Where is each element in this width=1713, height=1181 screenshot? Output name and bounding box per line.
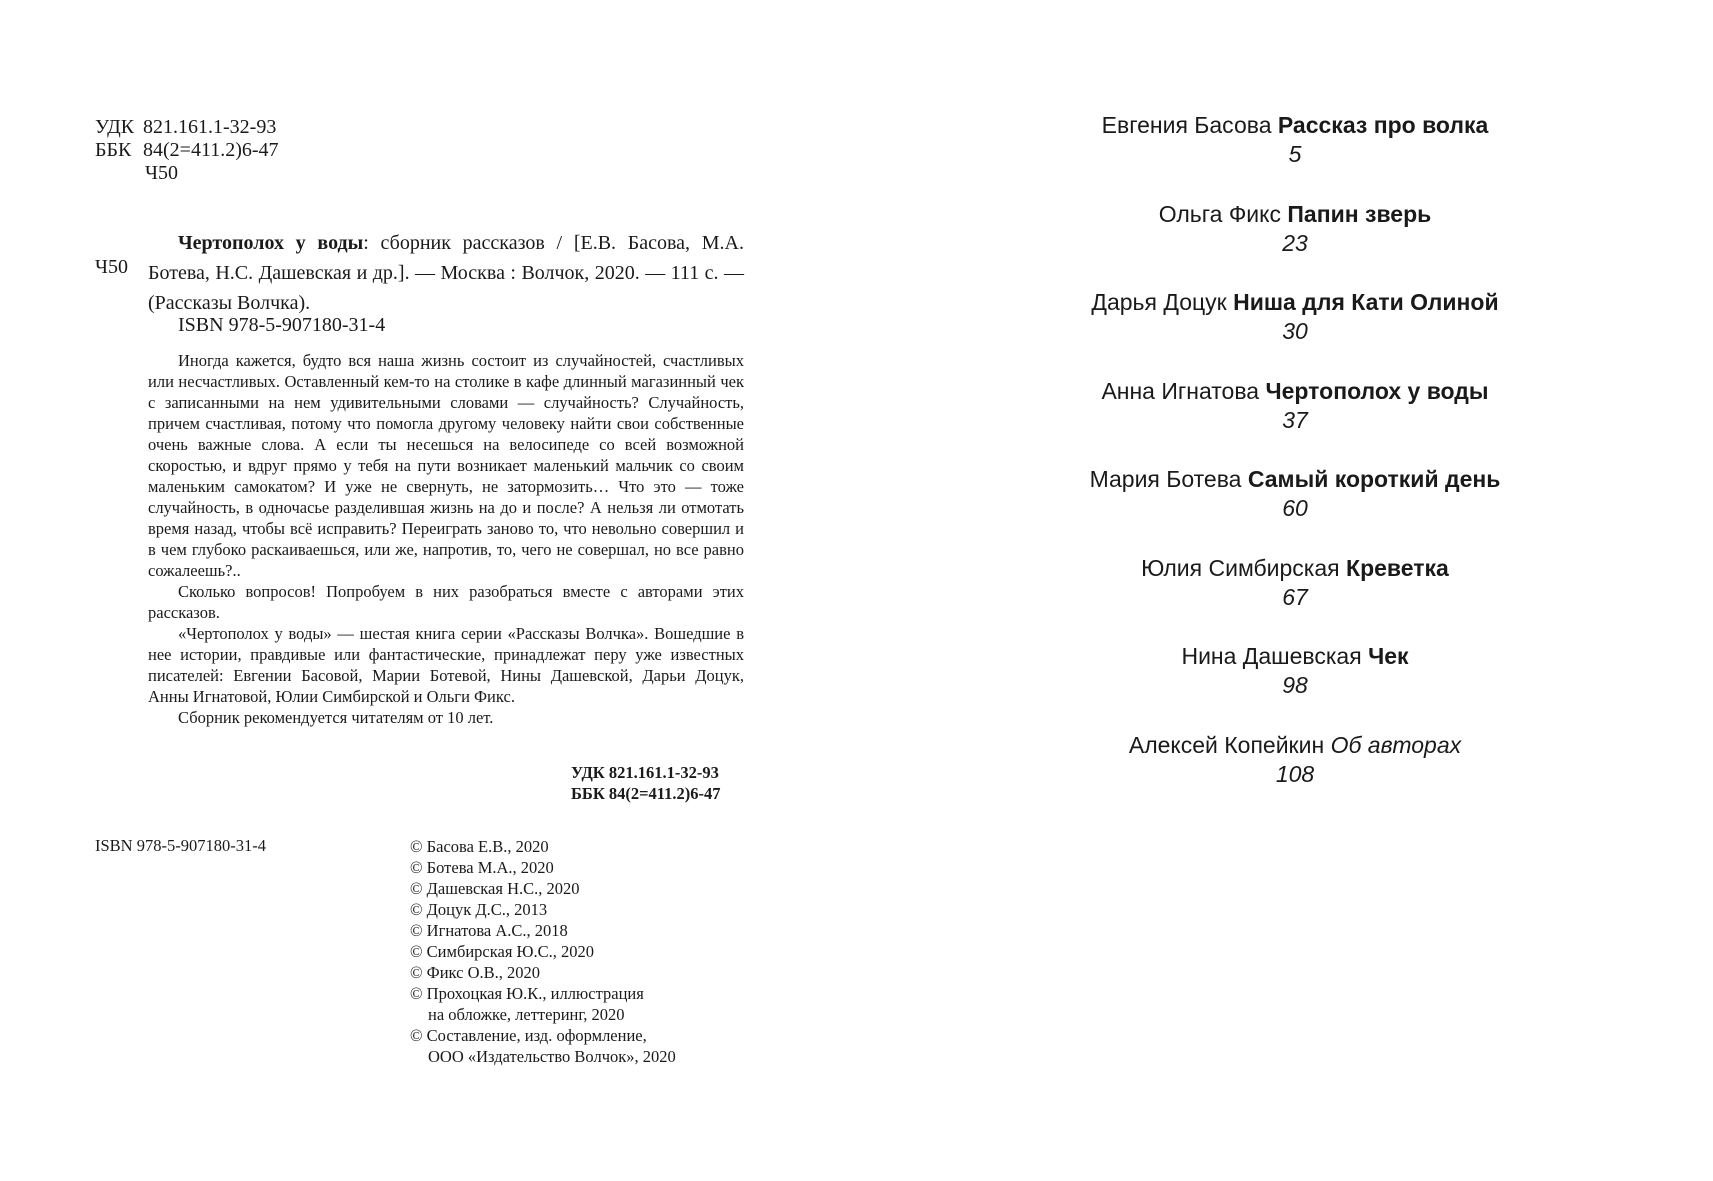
- toc-author: Юлия Симбирская: [1141, 554, 1340, 581]
- toc-page-number: 5: [1288, 141, 1302, 167]
- toc-title: Папин зверь: [1287, 200, 1432, 227]
- toc-title: Самый короткий день: [1247, 466, 1501, 492]
- copyright-list: [410, 836, 676, 1067]
- copyright-line: © Составление, изд. оформление,: [410, 1026, 647, 1045]
- toc-page-number: 23: [1282, 229, 1308, 256]
- udk-row: [95, 116, 279, 139]
- classification-codes-bold: [571, 762, 721, 804]
- copyright-line: © Симбирская Ю.С., 2020: [410, 942, 595, 961]
- toc-page-number: 108: [1275, 760, 1315, 787]
- copyright-line: © Прохоцкая Ю.К., иллюстрация: [410, 984, 644, 1003]
- toc-title: Чек: [1368, 643, 1409, 669]
- annotation-paragraph: Иногда кажется, будто вся наша жизнь состоит из случайностей, счастливых или несчастливых. Оставленный кем-то на столике в кафе длинный магазинный чек с записанными на нем удивительными словами — случайность? Случайность, причем счастливая, потому что помогла другому человеку найти свои собственные очень важные слова. А если ты несешься на велосипеде со всей возможной скоростью, и вдруг прямо у тебя на пути возникает маленький мальчик со своим маленьким самокатом? И уже не свернуть, не затормозить… Что это — тоже случайность, в одночасье разделившая жизнь на до и после? А нельзя ли отмотать время назад, чтобы всё исправить? Переиграть заново то, что невольно совершил и в чем глубоко раскаиваешься, или же, напротив, то, чего не совершал, но все равно сожалеешь?..: [148, 351, 744, 580]
- copyright-line: © Игнатова А.С., 2018: [410, 921, 568, 940]
- toc-author: Ольга Фикс: [1158, 200, 1281, 227]
- table-of-contents: [1040, 110, 1550, 818]
- udk-bold: УДК 821.161.1-32-93: [571, 763, 719, 782]
- toc-entry[interactable]: [1040, 110, 1550, 199]
- isbn-main: ISBN 978-5-907180-31-4: [178, 314, 386, 336]
- toc-entry[interactable]: [1040, 287, 1550, 376]
- udk-value: 821.161.1-32-93: [143, 116, 277, 138]
- toc-entry[interactable]: [1040, 641, 1550, 730]
- copyright-line: © Ботева М.А., 2020: [410, 858, 554, 877]
- toc-title: Чертополох у воды: [1265, 377, 1489, 404]
- toc-entry[interactable]: [1040, 730, 1550, 819]
- annotation-paragraph: Сборник рекомендуется читателям от 10 лет.: [178, 708, 494, 727]
- annotation: [148, 350, 744, 728]
- bbk-value: 84(2=411.2)6-47: [143, 139, 279, 161]
- toc-entry[interactable]: [1040, 199, 1550, 288]
- toc-page-number: 30: [1282, 318, 1308, 344]
- toc-title: Ниша для Кати Олиной: [1233, 289, 1499, 315]
- copyright-line: © Дашевская Н.С., 2020: [410, 879, 580, 898]
- toc-title: Рассказ про волка: [1277, 112, 1489, 138]
- copyright-line: ООО «Издательство Волчок», 2020: [428, 1047, 676, 1066]
- bbk-bold: ББК 84(2=411.2)6-47: [571, 784, 721, 803]
- toc-entry[interactable]: [1040, 376, 1550, 465]
- author-sign-top: Ч50: [145, 162, 178, 184]
- toc-author: Мария Ботева: [1089, 466, 1242, 492]
- copyright-line: © Фикс О.В., 2020: [410, 963, 541, 982]
- copyright-line: © Доцук Д.С., 2013: [410, 900, 548, 919]
- toc-entry[interactable]: [1040, 553, 1550, 642]
- annotation-paragraph: Сколько вопросов! Попробуем в них разобраться вместе с авторами этих рассказов.: [148, 582, 744, 622]
- bib-description: [148, 228, 744, 318]
- toc-title: Об авторах: [1330, 731, 1462, 758]
- toc-author: Нина Дашевская: [1181, 643, 1362, 669]
- toc-page-number: 98: [1282, 672, 1308, 698]
- toc-page-number: 37: [1282, 406, 1308, 433]
- isbn-bottom: ISBN 978-5-907180-31-4: [95, 836, 266, 855]
- toc-title: Креветка: [1346, 554, 1449, 581]
- bibliographic-record: [148, 228, 744, 318]
- toc-page-number: 67: [1282, 583, 1308, 610]
- bbk-label: ББК: [95, 139, 132, 161]
- toc-page-number: 60: [1282, 495, 1308, 521]
- toc-author: Дарья Доцук: [1091, 289, 1227, 315]
- toc-author: Алексей Копейкин: [1128, 731, 1325, 758]
- copyright-line: © Басова Е.В., 2020: [410, 837, 549, 856]
- author-sign-margin: Ч50: [95, 256, 128, 278]
- classification-codes: [95, 116, 279, 185]
- udk-label: УДК: [95, 116, 135, 138]
- toc-entry[interactable]: [1040, 464, 1550, 553]
- bib-title: Чертополох у воды: [178, 232, 364, 254]
- bib-details: : сборник рассказов / [Е.В. Басова, М.А. Ботева, Н.С. Дашевская и др.]. — Москва : Волчок, 2020. — 111 с. — (Рассказы Волчка).: [148, 232, 745, 314]
- toc-author: Евгения Басова: [1101, 112, 1272, 138]
- bbk-row: [95, 139, 279, 162]
- copyright-line: на обложке, леттеринг, 2020: [428, 1005, 625, 1024]
- toc-author: Анна Игнатова: [1101, 377, 1260, 404]
- annotation-paragraph: «Чертополох у воды» — шестая книга серии «Рассказы Волчка». Вошедшие в нее истории, правдивые или фантастические, принадлежат перу уже известных писателей: Евгении Басовой, Марии Ботевой, Нины Дашевской, Дарьи Доцук, Анны Игнатовой, Юлии Симбирской и Ольги Фикс.: [148, 624, 744, 706]
